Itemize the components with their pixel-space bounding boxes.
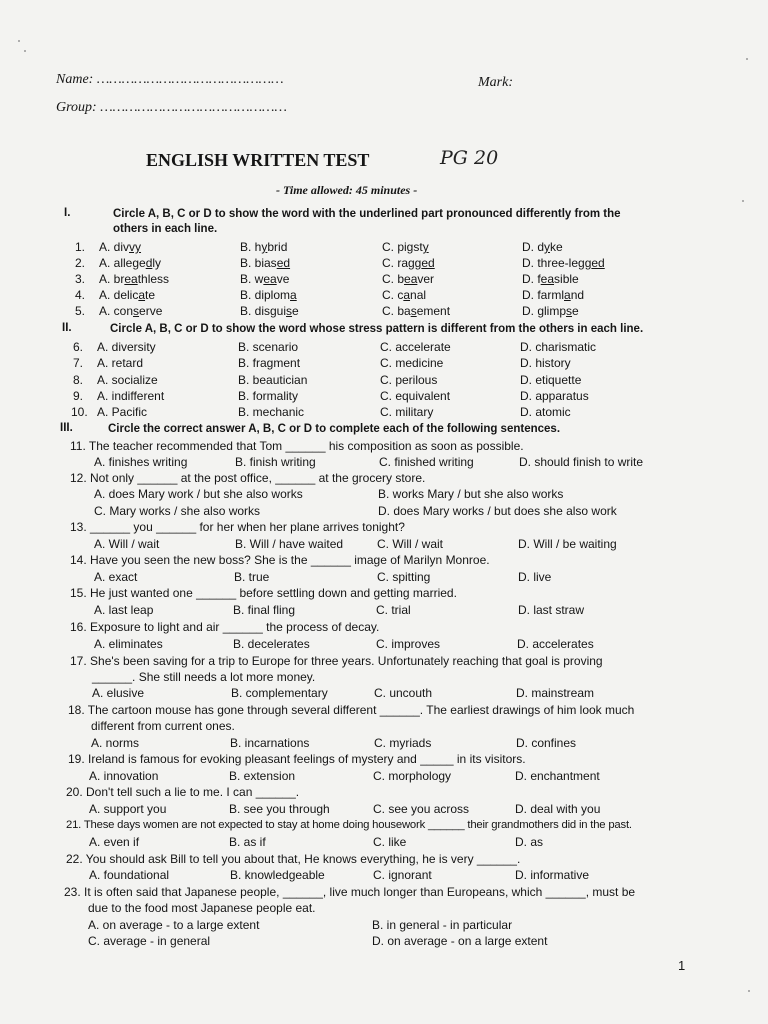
- option-a: A. foundational: [89, 868, 170, 882]
- question-row: [73, 373, 693, 390]
- option-a: A. Will / wait: [94, 537, 160, 551]
- section-instruction: Circle A, B, C or D to show the word whose stress pattern is different from the others in each line.: [110, 323, 644, 335]
- option-a: A. on average - to a large extent: [88, 918, 260, 932]
- option-b: B. decelerates: [233, 637, 310, 651]
- question-stem: 19. Ireland is famous for evoking pleasant feelings of mystery and _____ in its visitors.: [68, 752, 526, 766]
- question-stem-continued: different from current ones.: [91, 719, 235, 733]
- question-number: 9.: [73, 389, 84, 403]
- option-c: C. spitting: [377, 570, 431, 584]
- option-d: D. deal with you: [515, 802, 601, 816]
- question-stem: 11. The teacher recommended that Tom ______ his composition as soon as possible.: [70, 439, 524, 453]
- option-b: B. see you through: [229, 802, 330, 816]
- question-number: 10.: [71, 405, 88, 419]
- question-options: [94, 487, 694, 504]
- option-b: B. diploma: [240, 288, 297, 302]
- question-row: [75, 256, 695, 273]
- question-options: [88, 934, 688, 951]
- option-a: A. breathless: [99, 272, 170, 286]
- section-number: II.: [62, 322, 72, 334]
- option-a: A. finishes writing: [94, 455, 188, 469]
- question-row: [73, 356, 693, 373]
- option-b: B. extension: [229, 769, 296, 783]
- option-c: C. basement: [382, 304, 451, 318]
- option-a: A. allegedly: [99, 256, 162, 270]
- option-c: C. medicine: [380, 356, 444, 370]
- option-a: A. norms: [91, 736, 140, 750]
- option-b: B. disguise: [240, 304, 299, 318]
- option-d: D. glimpse: [522, 304, 579, 318]
- option-d: D. as: [515, 835, 544, 849]
- question-options: [89, 802, 689, 819]
- option-a: A. innovation: [89, 769, 159, 783]
- question-number: 4.: [75, 288, 86, 302]
- option-c: C. ignorant: [373, 868, 432, 882]
- question-row: [75, 288, 695, 305]
- time-allowed: - Time allowed: 45 minutes -: [276, 183, 418, 197]
- section-number: I.: [64, 207, 71, 219]
- option-c: C. beaver: [382, 272, 435, 286]
- option-d: D. Will / be waiting: [518, 537, 617, 551]
- option-b: B. as if: [229, 835, 266, 849]
- option-d: D. mainstream: [516, 686, 595, 700]
- option-a: A. delicate: [99, 288, 156, 302]
- option-d: D. charismatic: [520, 340, 597, 354]
- question-number: 7.: [73, 356, 84, 370]
- question-stem: 14. Have you seen the new boss? She is the ______ image of Marilyn Monroe.: [70, 553, 490, 567]
- section-number: III.: [60, 422, 73, 434]
- option-b: B. final fling: [233, 603, 296, 617]
- question-stem: 18. The cartoon mouse has gone through several different ______. The earliest drawings of him look much: [68, 703, 635, 717]
- option-c: C. finished writing: [379, 455, 474, 469]
- question-stem: 23. It is often said that Japanese people, ______, live much longer than Europeans, which ______, must be: [64, 885, 636, 899]
- option-b: B. in general - in particular: [372, 918, 513, 932]
- option-d: D. apparatus: [520, 389, 589, 403]
- option-c: C. Will / wait: [377, 537, 443, 551]
- option-d: D. confines: [516, 736, 577, 750]
- option-c: C. improves: [376, 637, 441, 651]
- question-options: [94, 637, 694, 654]
- question-number: 6.: [73, 340, 84, 354]
- option-c: C. like: [373, 835, 407, 849]
- question-stem: 20. Don't tell such a lie to me. I can ______.: [66, 785, 300, 799]
- question-options: [94, 455, 694, 472]
- option-a: A. support you: [89, 802, 167, 816]
- question-stem: 13. ______ you ______ for her when her plane arrives tonight?: [70, 520, 405, 534]
- option-a: A. socialize: [97, 373, 158, 387]
- option-b: B. Will / have waited: [235, 537, 344, 551]
- option-d: D. feasible: [522, 272, 579, 286]
- option-c: C. average - in general: [88, 934, 211, 948]
- option-b: B. incarnations: [230, 736, 310, 750]
- mark-field-label: Mark:: [478, 75, 513, 90]
- name-field-label: Name: ………………………………………: [56, 72, 284, 87]
- option-b: B. biased: [240, 256, 291, 270]
- option-d: D. atomic: [520, 405, 571, 419]
- option-b: B. scenario: [238, 340, 299, 354]
- question-options: [94, 570, 694, 587]
- option-d: D. three-legged: [522, 256, 605, 270]
- option-a: A. even if: [89, 835, 140, 849]
- option-a: A. elusive: [92, 686, 145, 700]
- question-options: [94, 537, 694, 554]
- option-c: C. canal: [382, 288, 427, 302]
- option-a: A. divvy: [99, 240, 142, 254]
- question-number: 3.: [75, 272, 86, 286]
- option-c: C. pigsty: [382, 240, 429, 254]
- option-c: C. ragged: [382, 256, 435, 270]
- option-a: A. retard: [97, 356, 144, 370]
- group-field-label: Group: ………………………………………: [56, 100, 287, 115]
- option-b: B. true: [234, 570, 270, 584]
- section-instruction: others in each line.: [113, 223, 218, 235]
- option-d: D. history: [520, 356, 571, 370]
- question-options: [89, 868, 689, 885]
- question-row: [75, 240, 695, 257]
- option-d: D. enchantment: [515, 769, 600, 783]
- option-b: B. weave: [240, 272, 290, 286]
- question-row: [73, 389, 693, 406]
- question-stem: 22. You should ask Bill to tell you about that, He knows everything, he is very ______.: [66, 852, 521, 866]
- scan-speck: [24, 50, 26, 52]
- option-b: B. finish writing: [235, 455, 316, 469]
- option-b: B. hybrid: [240, 240, 288, 254]
- option-a: A. last leap: [94, 603, 154, 617]
- scan-speck: [746, 58, 748, 60]
- option-d: D. etiquette: [520, 373, 582, 387]
- option-a: A. Pacific: [97, 405, 148, 419]
- option-b: B. works Mary / but she also works: [378, 487, 564, 501]
- scan-speck: [18, 40, 20, 42]
- question-stem: 12. Not only ______ at the post office, ______ at the grocery store.: [70, 471, 426, 485]
- option-c: C. uncouth: [374, 686, 433, 700]
- option-c: C. equivalent: [380, 389, 451, 403]
- section-instruction: Circle A, B, C or D to show the word with the underlined part pronounced differently from the: [113, 208, 621, 220]
- page-title: ENGLISH WRITTEN TEST: [146, 150, 370, 170]
- option-b: B. complementary: [231, 686, 328, 700]
- page-number: 1: [678, 958, 686, 973]
- option-c: C. military: [380, 405, 434, 419]
- option-b: B. knowledgeable: [230, 868, 325, 882]
- question-stem: 16. Exposure to light and air ______ the process of decay.: [70, 620, 380, 634]
- option-c: C. perilous: [380, 373, 438, 387]
- handwritten-note: PG 20: [440, 147, 499, 169]
- option-d: D. informative: [515, 868, 590, 882]
- question-row: [71, 405, 691, 422]
- option-c: C. morphology: [373, 769, 452, 783]
- section-instruction: Circle the correct answer A, B, C or D to complete each of the following sentences.: [108, 423, 561, 435]
- option-d: D. accelerates: [517, 637, 594, 651]
- option-a: A. eliminates: [94, 637, 163, 651]
- question-options: [88, 918, 688, 935]
- option-c: C. see you across: [373, 802, 470, 816]
- option-d: D. does Mary works / but does she also work: [378, 504, 617, 518]
- option-a: A. diversity: [97, 340, 156, 354]
- question-stem: 17. She's been saving for a trip to Europe for three years. Unfortunately reaching that goal is proving: [70, 654, 603, 668]
- question-number: 5.: [75, 304, 86, 318]
- option-a: A. conserve: [99, 304, 163, 318]
- question-number: 2.: [75, 256, 86, 270]
- option-d: D. last straw: [518, 603, 585, 617]
- question-stem: 15. He just wanted one ______ before settling down and getting married.: [70, 586, 457, 600]
- option-b: B. mechanic: [238, 405, 305, 419]
- question-options: [89, 769, 689, 786]
- question-number: 8.: [73, 373, 84, 387]
- option-d: D. dyke: [522, 240, 563, 254]
- scan-speck: [748, 990, 750, 992]
- option-a: A. exact: [94, 570, 138, 584]
- question-number: 1.: [75, 240, 86, 254]
- option-a: A. indifferent: [97, 389, 165, 403]
- question-row: [75, 272, 695, 289]
- question-options: [89, 835, 689, 852]
- option-d: D. on average - on a large extent: [372, 934, 548, 948]
- question-stem-continued: ______. She still needs a lot more money.: [92, 670, 316, 684]
- question-row: [73, 340, 693, 357]
- option-b: B. fragment: [238, 356, 301, 370]
- option-c: C. accelerate: [380, 340, 451, 354]
- question-stem: 21. These days women are not expected to stay at home doing housework ______ their grandmothers did in the past.: [66, 819, 632, 831]
- option-c: C. Mary works / she also works: [94, 504, 261, 518]
- option-d: D. live: [518, 570, 552, 584]
- option-d: D. farmland: [522, 288, 585, 302]
- question-row: [75, 304, 695, 321]
- question-options: [91, 736, 691, 753]
- scan-speck: [742, 200, 744, 202]
- question-options: [94, 603, 694, 620]
- option-c: C. myriads: [374, 736, 432, 750]
- option-a: A. does Mary work / but she also works: [94, 487, 303, 501]
- option-d: D. should finish to write: [519, 455, 644, 469]
- question-stem-continued: due to the food most Japanese people eat.: [88, 901, 316, 915]
- question-options: [92, 686, 692, 703]
- option-c: C. trial: [376, 603, 411, 617]
- question-options: [94, 504, 694, 521]
- option-b: B. beautician: [238, 373, 308, 387]
- option-b: B. formality: [238, 389, 299, 403]
